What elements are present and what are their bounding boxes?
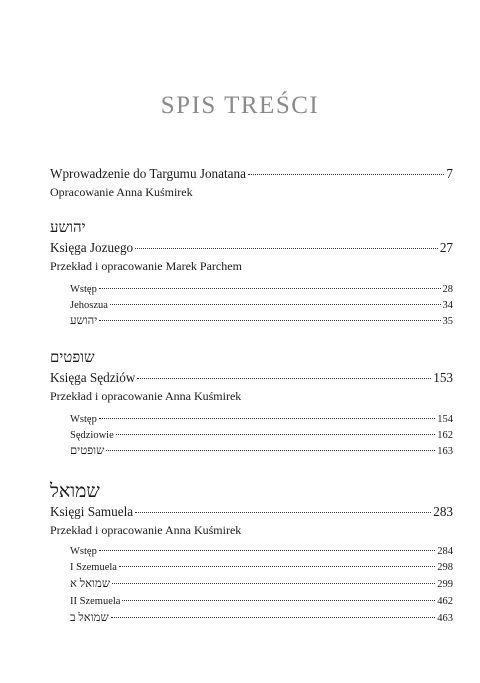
- leader-dots: [116, 434, 436, 435]
- toc-entry-label: Księga Jozuego: [50, 240, 134, 255]
- toc-subentry-label: Wstęp: [70, 284, 97, 295]
- toc-subentry-page: 284: [437, 546, 453, 557]
- toc-entry-page: 153: [433, 370, 453, 385]
- toc-subentry-label: II Szemuela: [70, 596, 121, 607]
- toc-subentry[interactable]: [70, 445, 453, 457]
- toc-subentry-label: שמואל א: [70, 578, 110, 590]
- toc-subentry-label: I Szemuela: [70, 562, 117, 573]
- toc-entry-sedziow[interactable]: [50, 370, 453, 386]
- toc-subentry-page: 463: [437, 613, 453, 624]
- toc-subentry-page: 154: [437, 414, 453, 425]
- leader-dots: [111, 617, 436, 618]
- toc-entry-label: Księga Sędziów: [50, 370, 136, 385]
- toc-subentry-label: שופטים: [70, 445, 105, 457]
- section-hebrew-heading: שופטים: [50, 350, 95, 366]
- toc-subentry[interactable]: [70, 284, 453, 295]
- leader-dots: [106, 450, 435, 451]
- toc-subentry-page: 34: [442, 300, 453, 311]
- toc-entry-page: 283: [433, 504, 453, 519]
- leader-dots: [112, 583, 435, 584]
- toc-subentry-label: Sędziowie: [70, 430, 114, 441]
- section-hebrew-heading: שמואל: [50, 481, 100, 502]
- toc-entry-author: Przekład i opracowanie Anna Kuśmirek: [50, 389, 242, 403]
- toc-subentry-label: שמואל ב: [70, 612, 109, 624]
- section-hebrew-heading: יהושע: [50, 220, 86, 236]
- toc-entry-samuela[interactable]: [50, 504, 453, 520]
- toc-subentry-page: 298: [437, 562, 453, 573]
- leader-dots: [99, 550, 435, 551]
- leader-dots: [135, 512, 431, 513]
- leader-dots: [99, 418, 435, 419]
- toc-subentry-label: Wstęp: [70, 546, 97, 557]
- toc-subentry-page: 35: [442, 316, 453, 327]
- leader-dots: [110, 304, 441, 305]
- toc-subentry[interactable]: [70, 578, 453, 590]
- toc-subentry-page: 299: [437, 579, 453, 590]
- toc-subentry[interactable]: [70, 430, 453, 441]
- leader-dots: [122, 600, 435, 601]
- toc-subentry-page: 162: [437, 430, 453, 441]
- toc-subentry-page: 163: [437, 446, 453, 457]
- toc-subentry[interactable]: [70, 612, 453, 624]
- toc-subentry-page: 28: [442, 284, 453, 295]
- leader-dots: [135, 248, 438, 249]
- toc-subentry-label: יהושע: [70, 315, 98, 327]
- toc-subentry[interactable]: [70, 562, 453, 573]
- leader-dots: [248, 174, 444, 175]
- leader-dots: [99, 288, 441, 289]
- toc-entry-jozue[interactable]: [50, 240, 453, 256]
- toc-entry-page: 27: [439, 240, 453, 255]
- toc-subentry-page: 462: [437, 596, 453, 607]
- toc-entry-author: Opracowanie Anna Kuśmirek: [50, 185, 193, 199]
- toc-subentry[interactable]: [70, 414, 453, 425]
- toc-subentry[interactable]: [70, 315, 453, 327]
- toc-entry-label: Księgi Samuela: [50, 504, 134, 519]
- leader-dots: [119, 566, 435, 567]
- leader-dots: [99, 320, 440, 321]
- toc-entry-intro[interactable]: [50, 166, 453, 182]
- toc-entry-author: Przekład i opracowanie Marek Parchem: [50, 259, 242, 273]
- toc-entry-author: Przekład i opracowanie Anna Kuśmirek: [50, 523, 242, 537]
- toc-entry-page: 7: [446, 166, 453, 181]
- toc-subentry-label: Jehoszua: [70, 300, 108, 311]
- page-title: SPIS TREŚCI: [160, 92, 320, 119]
- toc-subentry[interactable]: [70, 546, 453, 557]
- toc-subentry-label: Wstęp: [70, 414, 97, 425]
- toc-subentry[interactable]: [70, 596, 453, 607]
- toc-subentry[interactable]: [70, 300, 453, 311]
- toc-entry-label: Wprowadzenie do Targumu Jonatana: [50, 166, 246, 181]
- leader-dots: [137, 378, 431, 379]
